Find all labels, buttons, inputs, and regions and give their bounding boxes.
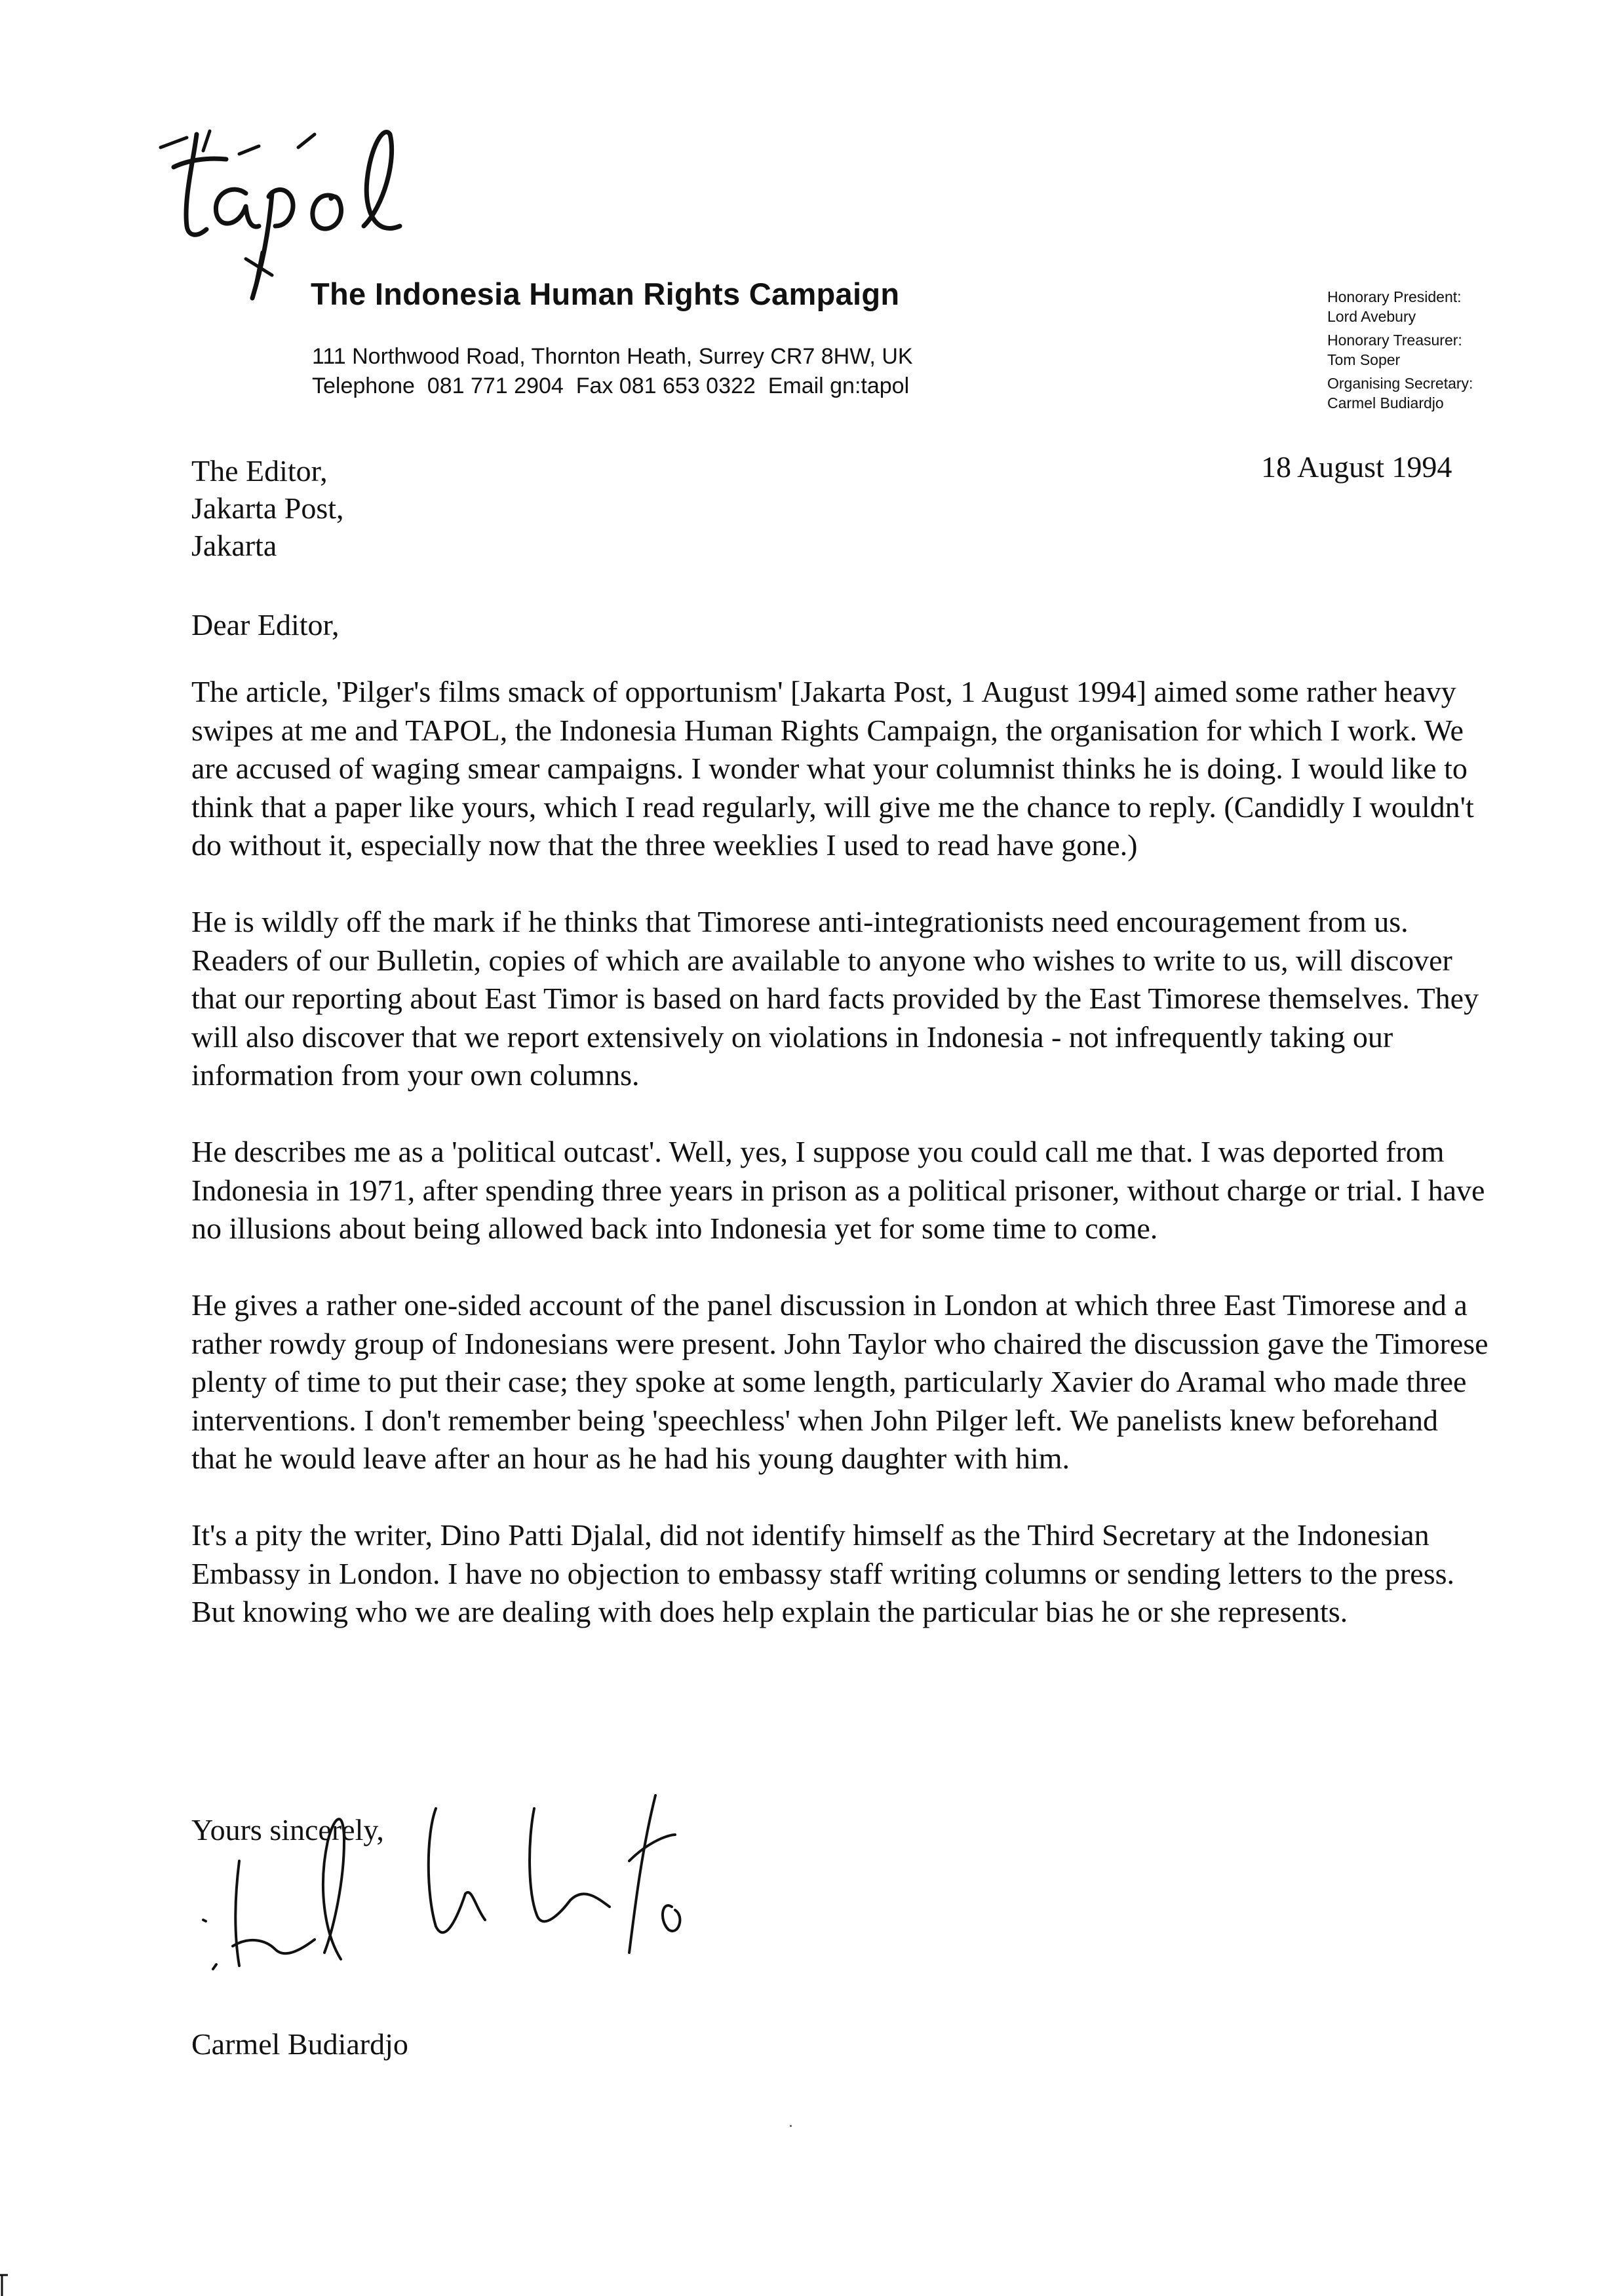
salutation: Dear Editor,	[191, 608, 340, 641]
recipient-block	[191, 452, 344, 564]
letter-date: 18 August 1994	[1261, 450, 1452, 484]
contact-line: Telephone 081 771 2904 Fax 081 653 0322 Email gn:tapol	[312, 373, 910, 398]
scan-speck	[790, 2125, 792, 2127]
officers-list	[1327, 287, 1473, 417]
officer-role: Organising Secretary:	[1327, 375, 1473, 392]
officer-role: Honorary Treasurer:	[1327, 332, 1462, 349]
letterhead-contact	[312, 342, 913, 401]
officer-name: Tom Soper	[1327, 351, 1401, 368]
body-paragraph: He gives a rather one-sided account of the panel discussion in London at which three East Timorese and a rather rowdy group of Indonesians were present. John Taylor who chaired the discussion gave the Timorese plenty of time to put their case; they spoke at some length, particularly Xavier do Aramal who made three interventions. I don't remember being 'speechless' when John Pilger left. We panelists knew beforehand that he would leave after an hour as he had his young daughter with him.	[191, 1288, 1489, 1475]
body-paragraph: The article, 'Pilger's films smack of opportunism' [Jakarta Post, 1 August 1994] aimed some rather heavy swipes at me and TAPOL, the Indonesia Human Rights Campaign, the organisation for which I work. We are accused of waging smear campaigns. I wonder what your columnist thinks he is doing. I would like to think that a paper like yours, which I read regularly, will give me the chance to reply. (Candidly I wouldn't do without it, especially now that the three weeklies I used to read have gone.)	[191, 675, 1474, 862]
recipient-line: The Editor,	[191, 454, 328, 488]
officer-role: Honorary President:	[1327, 288, 1462, 305]
recipient-line: Jakarta	[191, 529, 277, 562]
body-paragraph: It's a pity the writer, Dino Patti Djalal, did not identify himself as the Third Secretary at the Indonesian Embassy in London. I have no objection to embassy staff writing columns or sending letters to the press. But knowing who we are dealing with does help explain the particular bias he or she represents.	[191, 1518, 1454, 1628]
organisation-name: The Indonesia Human Rights Campaign	[311, 277, 900, 311]
signature	[177, 1782, 688, 1979]
recipient-line: Jakarta Post,	[191, 491, 344, 525]
officer-name: Lord Avebury	[1327, 308, 1416, 325]
signatory-name: Carmel Budiardjo	[191, 2027, 408, 2061]
letter-body	[191, 673, 1489, 1670]
address-line: 111 Northwood Road, Thornton Heath, Surrey CR7 8HW, UK	[312, 344, 913, 369]
officer-name: Carmel Budiardjo	[1327, 394, 1444, 411]
closing: Yours sincerely,	[191, 1813, 384, 1846]
scan-edge-mark	[0, 2272, 9, 2296]
body-paragraph: He describes me as a 'political outcast'. Well, yes, I suppose you could call me that. I was deported from Indonesia in 1971, after spending three years in prison as a political prisoner, without charge or trial. I have no illusions about being allowed back into Indonesia yet for some time to come.	[191, 1135, 1485, 1245]
body-paragraph: He is wildly off the mark if he thinks that Timorese anti-integrationists need encouragement from us. Readers of our Bulletin, copies of which are available to anyone who wishes to write to us, will discover that our reporting about East Timor is based on hard facts provided by the East Timorese themselves. They will also discover that we report extensively on violations in Indonesia - not infrequently taking our information from your own columns.	[191, 905, 1479, 1092]
